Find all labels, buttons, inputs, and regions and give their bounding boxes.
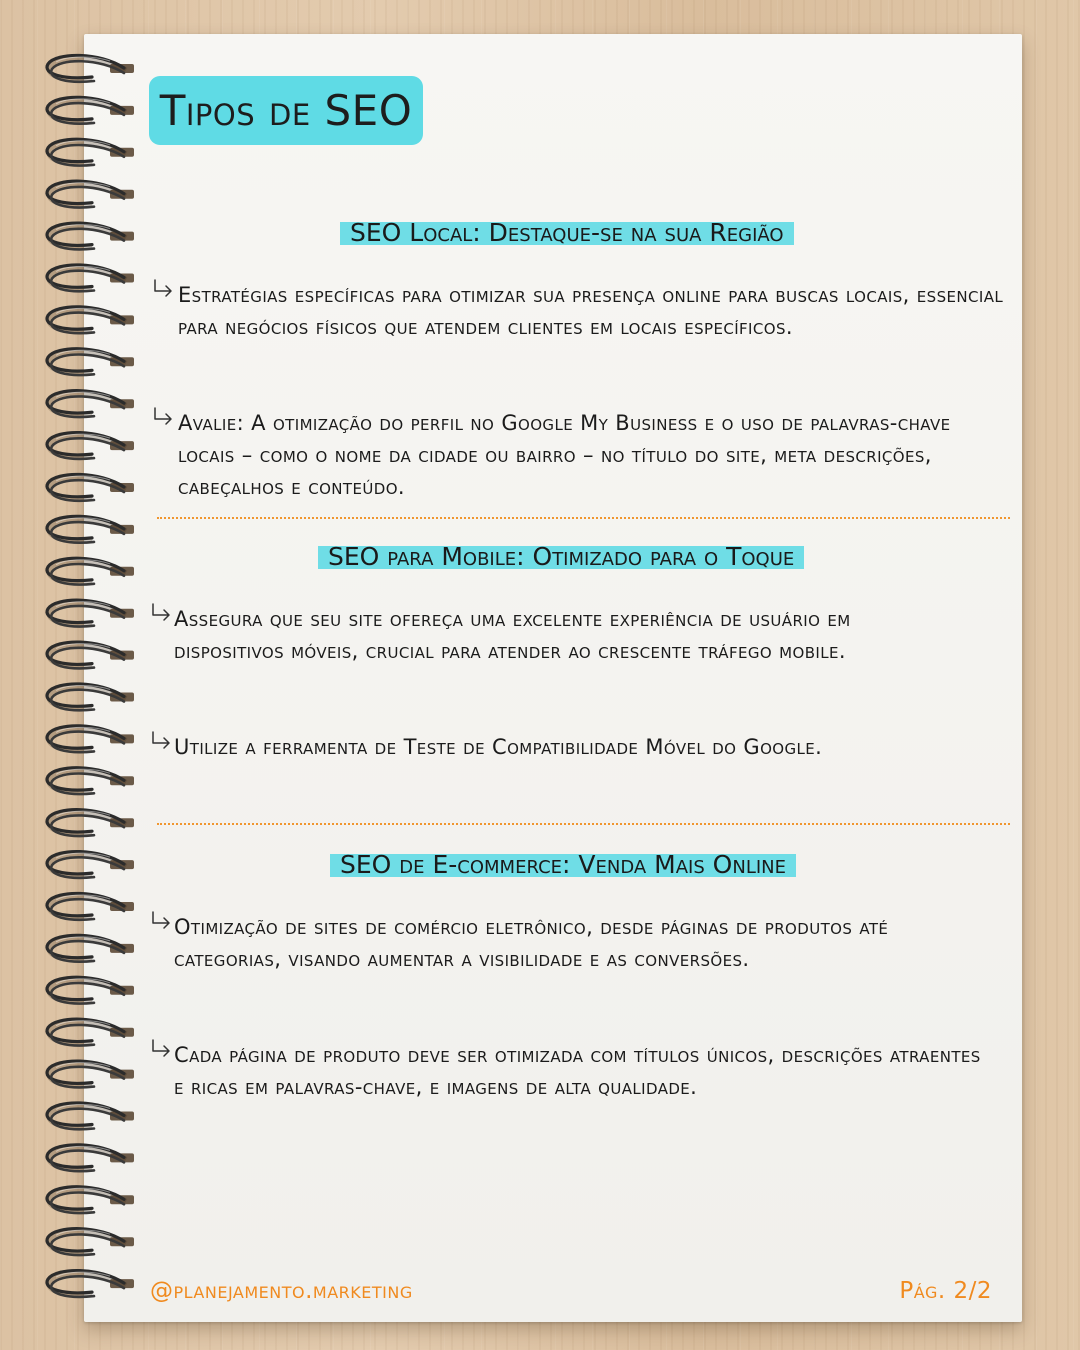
return-arrow-icon: [152, 406, 174, 426]
return-arrow-icon: [152, 278, 174, 298]
page-title: Tipos de SEO: [159, 86, 413, 135]
bullet-local-1: Estratégias específicas para otimizar sua presença online para buscas locais, essencial para negócios físicos que atendem clientes em locais específicos.: [178, 283, 1004, 339]
dotted-divider: [157, 517, 1010, 519]
bullet-mobile-1: Assegura que seu site ofereça uma excelente experiência de usuário em dispositivos móveis, crucial para atender ao crescente tráfego mobile.: [174, 607, 851, 663]
bullet-local-2: Avalie: A otimização do perfil no Google My Business e o uso de palavras-chave locais – como o nome da cidade ou bairro – no título do site, meta descrições, cabeçalhos e conteúdo.: [178, 411, 951, 499]
section-heading-local: SEO Local: Destaque-se na sua Região: [340, 218, 794, 250]
return-arrow-icon: [150, 602, 172, 622]
bullet-ecommerce-2: Cada página de produto deve ser otimizada com títulos únicos, descrições atraentes e ricas em palavras-chave, e imagens de alta qualidade.: [174, 1043, 981, 1099]
page-number: Pág. 2/2: [899, 1278, 992, 1304]
section-heading-mobile: SEO para Mobile: Otimizado para o Toque: [318, 542, 804, 574]
return-arrow-icon: [150, 730, 172, 750]
section-heading-ecommerce: SEO de E-commerce: Venda Mais Online: [330, 850, 796, 882]
title-badge: [149, 76, 423, 145]
bullet-mobile-2: Utilize a ferramenta de Teste de Compatibilidade Móvel do Google.: [174, 735, 823, 759]
bullet-ecommerce-1: Otimização de sites de comércio eletrônico, desde páginas de produtos até categorias, visando aumentar a visibilidade e as conversões.: [174, 915, 889, 971]
return-arrow-icon: [150, 910, 172, 930]
footer-handle: @planejamento.marketing: [150, 1278, 413, 1304]
dotted-divider: [157, 823, 1010, 825]
return-arrow-icon: [150, 1038, 172, 1058]
